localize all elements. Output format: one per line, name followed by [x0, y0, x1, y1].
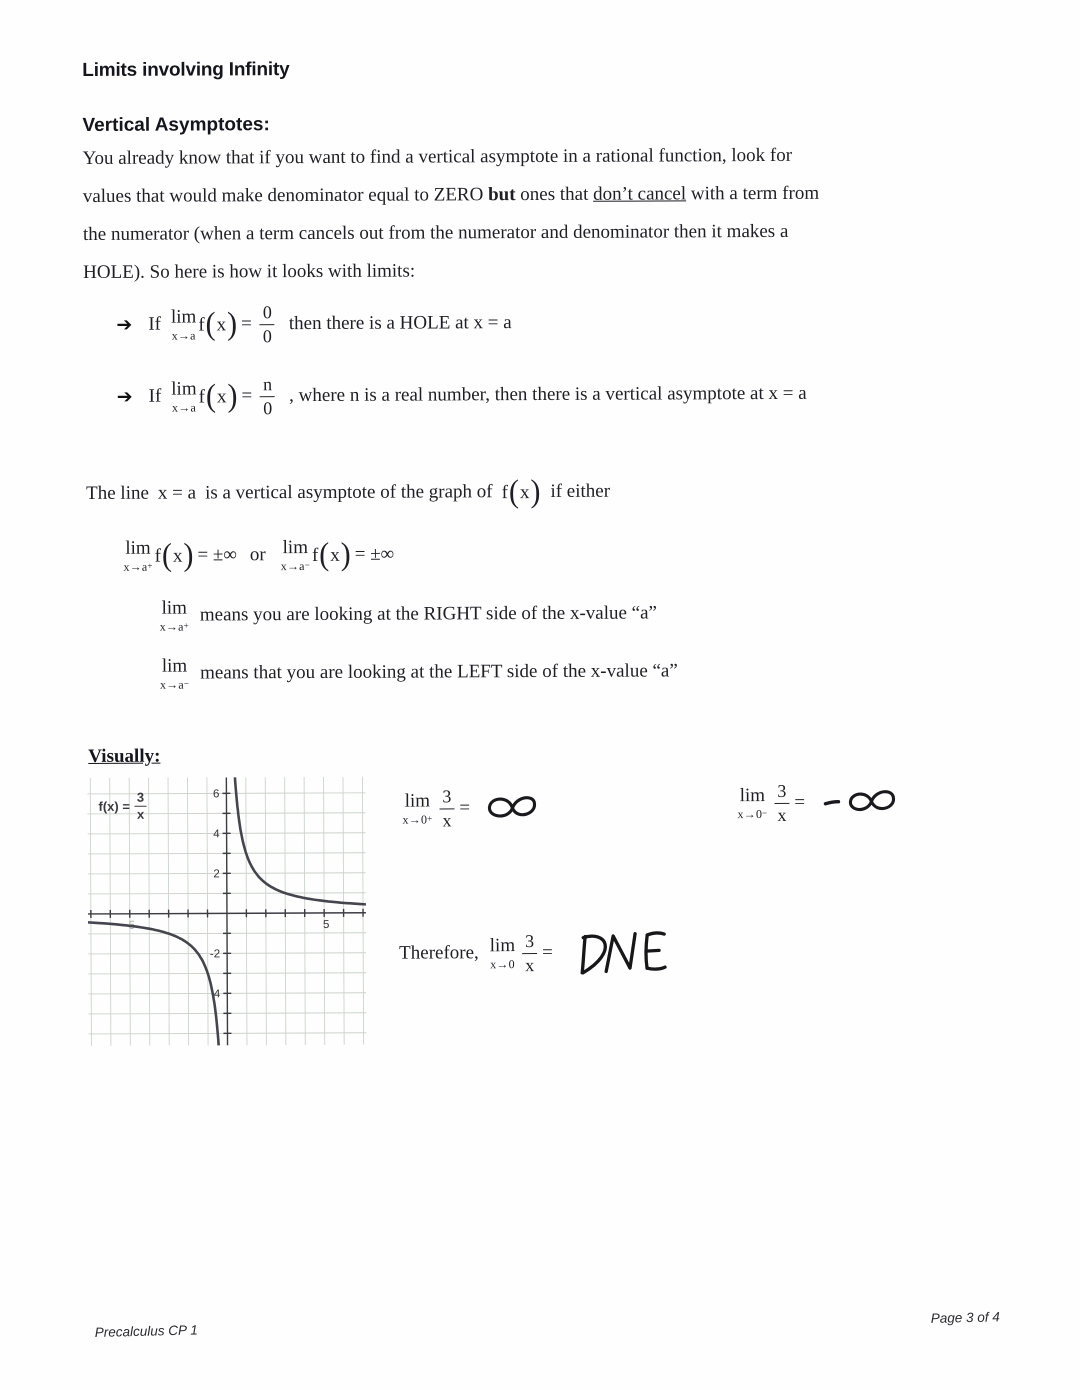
x-equals-a: x = a	[157, 482, 197, 504]
plus-minus-infinity-limits	[121, 531, 394, 580]
therefore-word: Therefore,	[399, 942, 479, 964]
graph-curve-quadrant-3	[88, 919, 219, 1046]
limit-operator: lim x→0−	[737, 785, 768, 822]
or-word: or	[249, 544, 266, 566]
svg-text:5: 5	[322, 918, 330, 931]
fraction-denominator: 0	[262, 326, 272, 347]
intro-line: the numerator (when a term cancels out from the numerator and denominator then it makes a	[82, 220, 789, 245]
function-notation: f ( x )	[311, 536, 351, 573]
graph-curve-quadrant-1	[235, 777, 366, 905]
fraction	[260, 303, 275, 345]
footer-course: Precalculus CP 1	[94, 1322, 198, 1341]
limit-example-right	[400, 780, 540, 837]
limit-operator: lim x→a	[171, 378, 197, 415]
fraction-numerator: 0	[262, 302, 272, 323]
if-word: If	[148, 313, 162, 335]
fraction-numerator: n	[263, 374, 273, 395]
document-title: Limits involving Infinity	[82, 59, 290, 81]
limit-subscript: x→a	[171, 328, 196, 343]
limit-operator: lim x→0	[489, 935, 516, 972]
function-notation: f ( x )	[198, 305, 238, 342]
equals-sign: =	[459, 797, 471, 819]
intro-line: values that would make denominator equal to ZERO but ones that don’t cancel with a term from	[82, 182, 820, 207]
intro-line: HOLE). So here is how it looks with limits:	[83, 260, 416, 283]
limit-operator: lim x→0+	[402, 790, 433, 827]
if-word: If	[148, 385, 162, 407]
equals-pm-infinity: = ±∞	[354, 543, 395, 565]
equals-sign: =	[241, 385, 253, 407]
handwritten-dne-icon	[569, 924, 668, 981]
svg-text:-2: -2	[209, 948, 221, 961]
fraction-bar	[260, 396, 275, 397]
limit-operator: lim x→a+	[159, 597, 189, 634]
svg-text:4: 4	[213, 988, 221, 1001]
function-notation: f ( x )	[501, 473, 541, 510]
limit-note-left-side	[158, 651, 678, 693]
limit-operator: lim x→a−	[280, 537, 310, 574]
limit-subscript: x→0+	[402, 812, 433, 827]
limit-example-therefore	[399, 923, 667, 982]
limit-operator: lim x→a+	[123, 537, 153, 574]
equals-pm-infinity: = ±∞	[197, 544, 237, 566]
function-notation: f ( x )	[154, 537, 194, 573]
bullet-text: then there is a HOLE at x = a	[288, 312, 512, 335]
intro-paragraph	[83, 137, 820, 292]
fraction-bar	[774, 802, 789, 803]
limit-operator: lim x→a	[170, 306, 197, 343]
arrow-bullet-icon: ➔	[116, 313, 133, 336]
fraction	[260, 375, 275, 417]
fraction-denominator: 0	[263, 398, 273, 419]
visually-heading: Visually:	[88, 745, 161, 767]
limit-subscript: x→0	[490, 957, 515, 972]
note-text: means you are looking at the RIGHT side of the x-value “a”	[199, 602, 658, 626]
arrow-bullet-icon: ➔	[116, 385, 133, 408]
equals-sign: =	[794, 791, 806, 813]
limit-subscript: x→a+	[159, 619, 189, 634]
footer-page-number: Page 3 of 4	[930, 1309, 1000, 1326]
limit-note-right-side	[158, 593, 657, 635]
fraction: $\frac{3}{x}$	[439, 787, 454, 829]
function-notation: f ( x )	[198, 377, 238, 414]
vertical-asymptote-statement: The line x = a is a vertical asymptote of the graph of f ( x ) if either	[86, 473, 611, 510]
note-text: means that you are looking at the LEFT side of the x-value “a”	[200, 660, 678, 684]
equals-sign: =	[241, 313, 252, 335]
limit-operator: lim x→a−	[159, 655, 190, 692]
handwritten-infinity-icon	[484, 791, 540, 825]
limit-example-left	[735, 774, 901, 831]
equals-sign: =	[542, 941, 553, 963]
handwritten-negative-infinity-icon	[821, 785, 901, 819]
limit-subscript: x→a−	[159, 677, 190, 692]
svg-text:4: 4	[213, 828, 220, 841]
limit-subscript: x→0−	[737, 807, 768, 822]
fraction: $\frac{3}{x}$	[774, 782, 789, 824]
limit-subscript: x→a	[171, 400, 196, 415]
graph-axis-labels	[128, 788, 330, 1001]
section-heading: Vertical Asymptotes:	[82, 114, 270, 136]
fraction-bar	[439, 808, 454, 809]
svg-text:2: 2	[213, 868, 220, 881]
bullet-text: , where n is a real number, then there is a vertical asymptote at x = a	[289, 382, 807, 407]
fraction-bar	[522, 953, 537, 954]
bullet-item-hole	[116, 294, 512, 354]
limit-subscript: x→a+	[123, 559, 153, 574]
svg-text:5: 5	[128, 919, 136, 932]
graph-function-label: f(x) = $\frac{3}{x}$	[98, 789, 145, 822]
fraction: $\frac{3}{x}$	[136, 789, 145, 822]
limit-subscript: x→a−	[280, 559, 310, 574]
svg-text:6: 6	[212, 788, 220, 801]
intro-line: You already know that if you want to find a vertical asymptote in a rational function, look for	[82, 144, 793, 169]
bullet-item-asymptote	[117, 365, 807, 426]
fraction-bar	[260, 324, 275, 325]
fraction: $\frac{3}{x}$	[522, 932, 537, 974]
